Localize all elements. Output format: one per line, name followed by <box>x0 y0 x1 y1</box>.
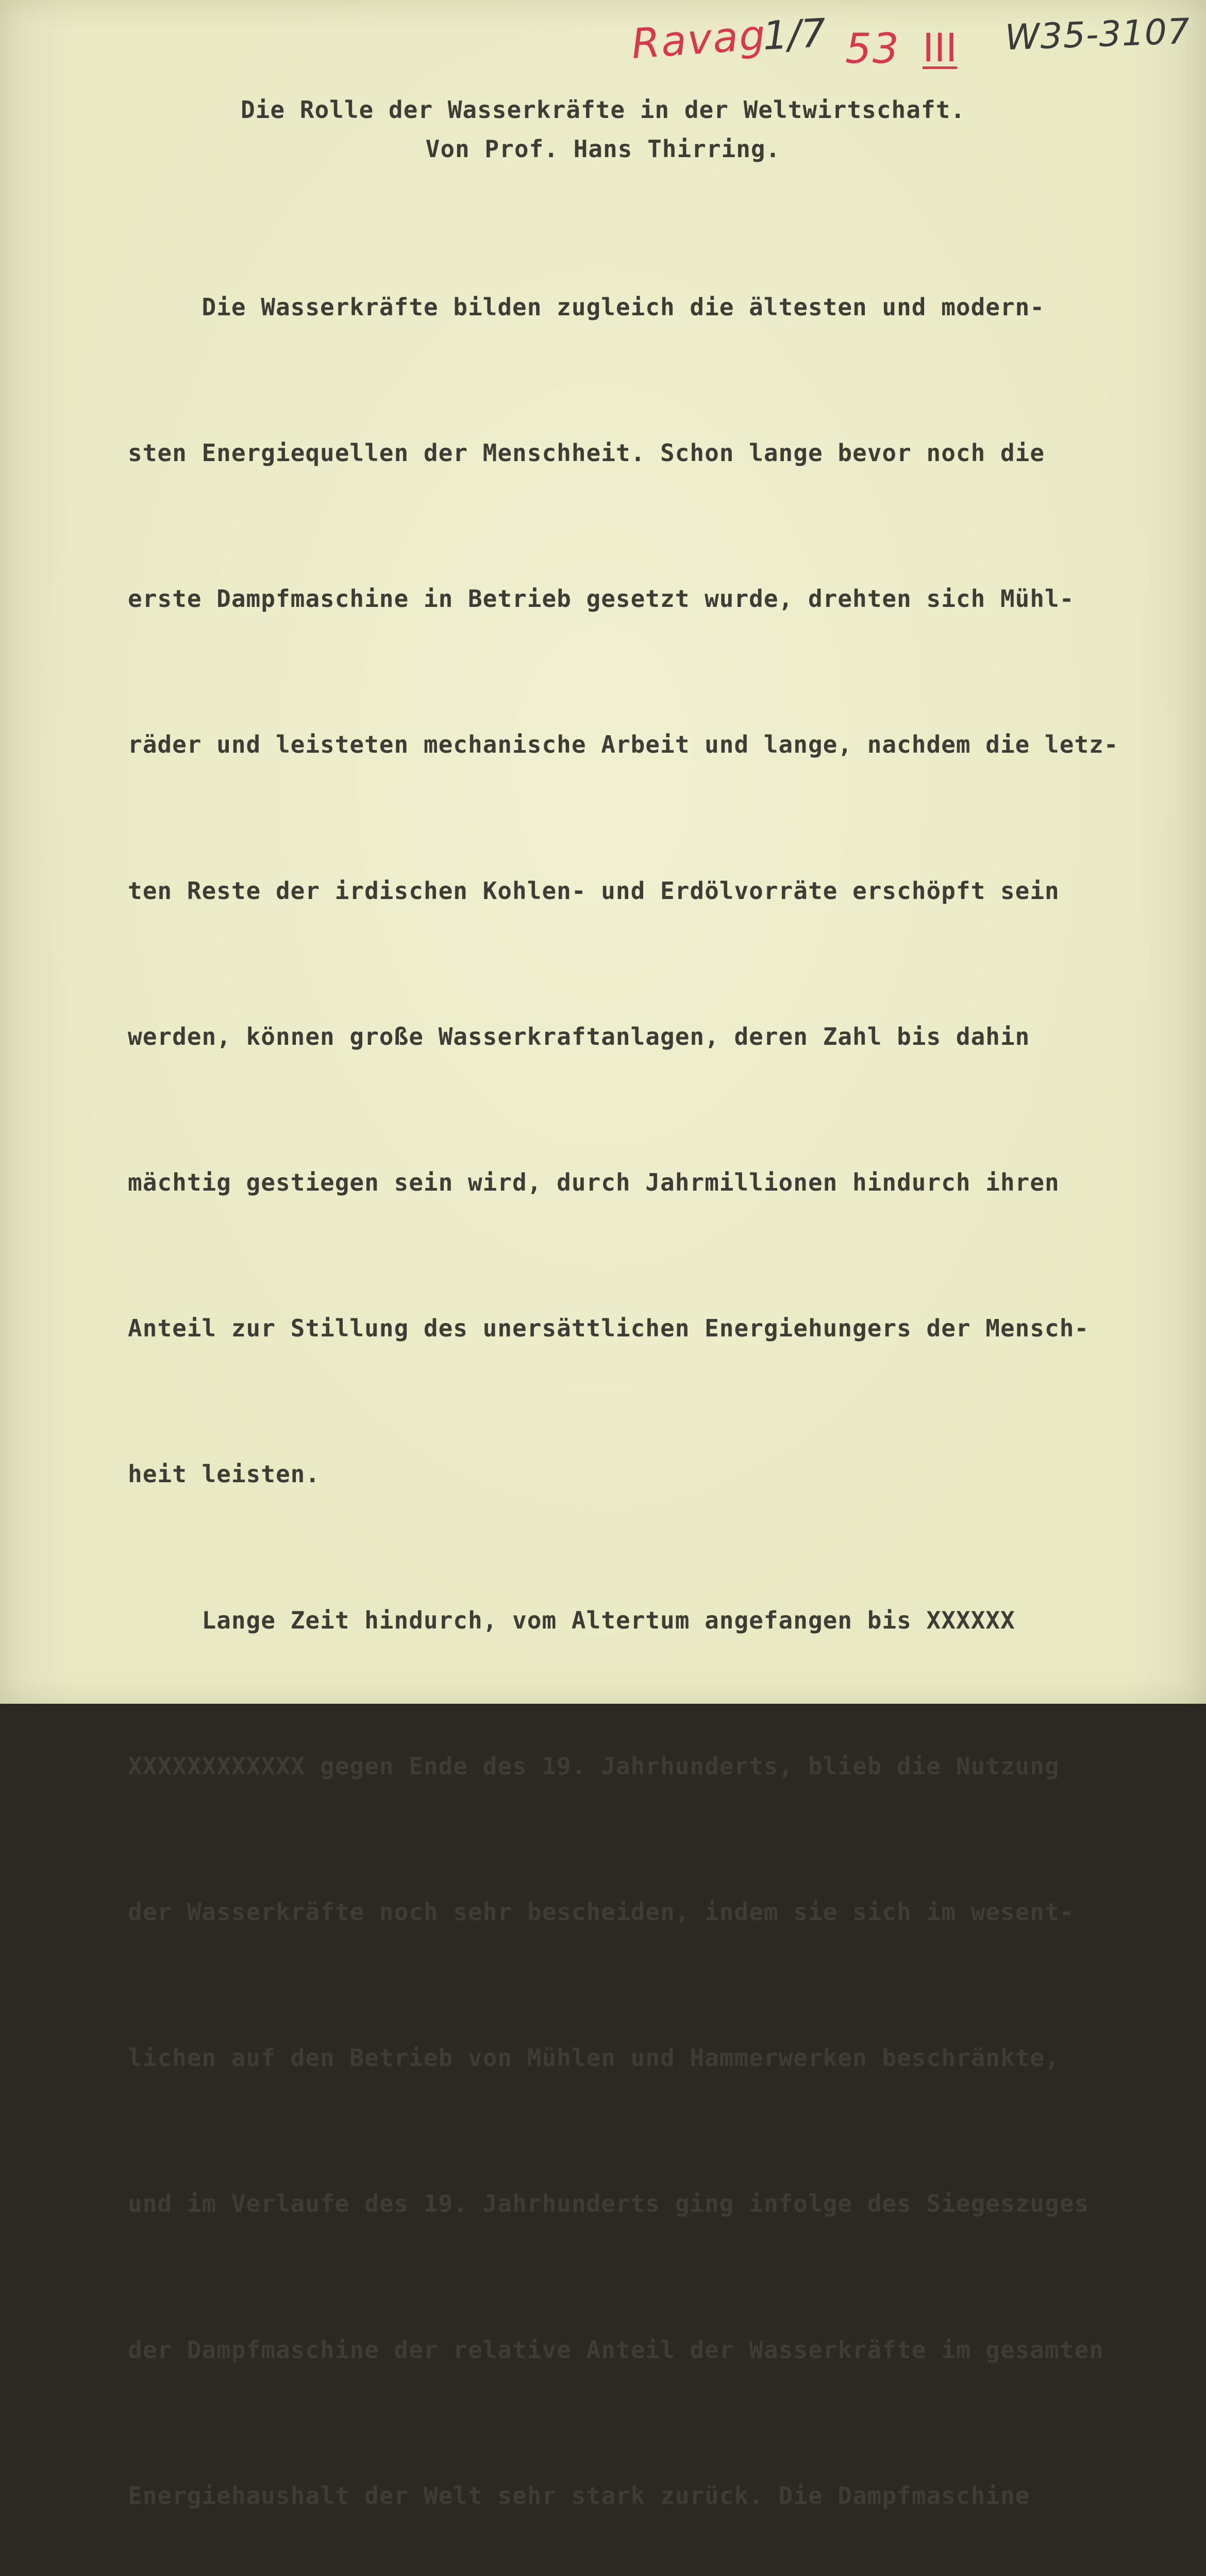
handwritten-archive-code: W35-3107 <box>1004 11 1191 59</box>
text-line: der Dampfmaschine der relative Anteil der Wasserkräfte im gesamten <box>128 2335 1104 2364</box>
text-line: XXXXXXXXXXXX gegen Ende des 19. Jahrhunderts, blieb die Nutzung <box>128 1752 1060 1780</box>
text-line: und im Verlaufe des 19. Jahrhunderts ging infolge des Siegeszuges <box>128 2190 1090 2218</box>
text-line: mächtig gestiegen sein wird, durch Jahrmillionen hindurch ihren <box>128 1168 1060 1197</box>
handwritten-red-number: 53 <box>845 25 900 73</box>
text-line: Lange Zeit hindurch, vom Altertum angefangen bis XXXXXX <box>128 1606 1015 1634</box>
text-line: Energiehaushalt der Welt sehr stark zurück. Die Dampfmaschine <box>128 2481 1030 2510</box>
document-title <box>0 90 1206 168</box>
document-body <box>128 185 1169 2576</box>
text-line: der Wasserkräfte noch sehr bescheiden, indem sie sich im wesent- <box>128 1898 1075 1926</box>
text-line: Die Wasserkräfte bilden zugleich die ältesten und modern- <box>128 293 1045 321</box>
text-line: erste Dampfmaschine in Betrieb gesetzt wurde, drehten sich Mühl- <box>128 585 1075 613</box>
text-line: werden, können große Wasserkraftanlagen, deren Zahl bis dahin <box>128 1022 1030 1050</box>
text-line: sten Energiequellen der Menschheit. Schon lange bevor noch die <box>128 439 1045 467</box>
title-author: Von Prof. Hans Thirring. <box>425 135 781 163</box>
text-line: ten Reste der irdischen Kohlen- und Erdölvorräte erschöpft sein <box>128 876 1060 905</box>
text-line: heit leisten. <box>128 1460 321 1488</box>
text-line: Anteil zur Stillung des unersättlichen Energiehungers der Mensch- <box>128 1314 1090 1343</box>
title-heading: Die Rolle der Wasserkräfte in der Weltwirtschaft. <box>240 96 966 124</box>
handwritten-page-fraction: 1/7 <box>761 9 827 59</box>
handwritten-red-name: Ravag <box>630 10 768 69</box>
text-line: räder und leisteten mechanische Arbeit und lange, nachdem die letz- <box>128 731 1119 759</box>
text-line: lichen auf den Betrieb von Mühlen und Hammerwerken beschränkte, <box>128 2044 1060 2072</box>
handwritten-red-roman: III <box>923 25 958 71</box>
